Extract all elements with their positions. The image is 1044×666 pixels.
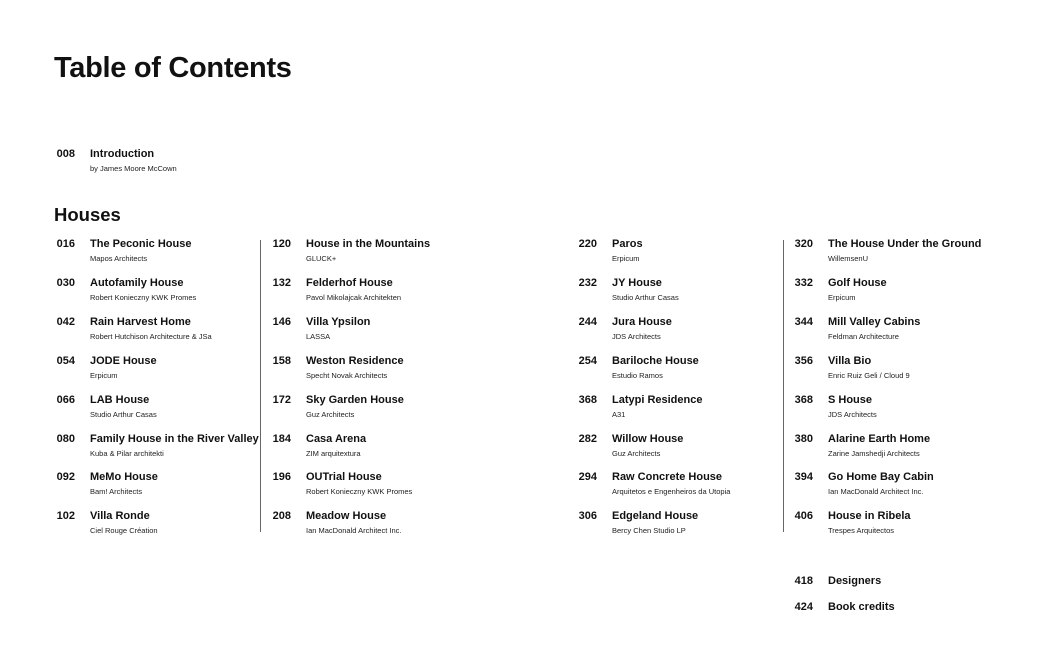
entry-title: S House xyxy=(828,394,873,406)
page-number: 394 xyxy=(794,471,813,483)
entry-author: Kuba & Pilar architekti xyxy=(90,449,164,458)
page-number: 102 xyxy=(56,510,75,522)
entry-author: Guz Architects xyxy=(306,410,355,419)
entry-title: House in Ribela xyxy=(828,510,911,522)
entry-author: Arquitetos e Engenheiros da Utopia xyxy=(612,487,731,496)
entry-title: Introduction xyxy=(90,148,155,160)
page-number: 146 xyxy=(272,316,291,328)
entry-author: A31 xyxy=(612,410,626,419)
page-number: 418 xyxy=(794,575,813,587)
entry-title: The House Under the Ground xyxy=(828,238,982,250)
entry-title: Raw Concrete House xyxy=(612,471,723,483)
entry-author: Erpicum xyxy=(612,254,640,263)
entry-author: Estudio Ramos xyxy=(612,371,663,380)
entry-title: Family House in the River Valley xyxy=(90,433,259,445)
page-number: 424 xyxy=(794,601,813,613)
entry-title: Jura House xyxy=(612,316,672,328)
entry-author: by James Moore McCown xyxy=(90,164,177,173)
entry-title: Bariloche House xyxy=(612,355,699,367)
entry-author: Robert Konieczny KWK Promes xyxy=(90,293,197,302)
entry-title: Book credits xyxy=(828,601,895,613)
entry-author: LASSA xyxy=(306,332,331,341)
entry-author: Guz Architects xyxy=(612,449,661,458)
entry-author: JDS Architects xyxy=(612,332,661,341)
page-number: 016 xyxy=(56,238,75,250)
page-number: 368 xyxy=(578,394,597,406)
entry-author: WillemsenU xyxy=(828,254,869,263)
page-number: 356 xyxy=(794,355,813,367)
entry-title: Sky Garden House xyxy=(306,394,404,406)
entry-title: Weston Residence xyxy=(306,355,404,367)
entry-title: Edgeland House xyxy=(612,510,699,522)
entry-title: Villa Bio xyxy=(828,355,872,367)
entry-author: JDS Architects xyxy=(828,410,877,419)
entry-author: Robert Konieczny KWK Promes xyxy=(306,487,413,496)
page-number: 220 xyxy=(578,238,597,250)
entry-title: JODE House xyxy=(90,355,157,367)
page-number: 132 xyxy=(272,277,291,289)
page-number: 320 xyxy=(794,238,813,250)
entry-title: Villa Ronde xyxy=(90,510,150,522)
entry-author: ZIM arquitextura xyxy=(306,449,361,458)
entry-author: Bam! Architects xyxy=(90,487,143,496)
entry-title: Paros xyxy=(612,238,643,250)
page-number: 042 xyxy=(56,316,75,328)
entry-author: Bercy Chen Studio LP xyxy=(612,526,686,535)
entry-title: Alarine Earth Home xyxy=(828,433,931,445)
entry-title: House in the Mountains xyxy=(306,238,431,250)
entry-title: Latypi Residence xyxy=(612,394,703,406)
entry-title: MeMo House xyxy=(90,471,158,483)
page-number: 380 xyxy=(794,433,813,445)
page-number: 282 xyxy=(578,433,597,445)
page-number: 254 xyxy=(578,355,597,367)
page-number: 158 xyxy=(272,355,291,367)
page-number: 294 xyxy=(578,471,597,483)
page-number: 080 xyxy=(56,433,75,445)
page-number: 232 xyxy=(578,277,597,289)
entry-author: Ian MacDonald Architect Inc. xyxy=(828,487,924,496)
entry-title: Go Home Bay Cabin xyxy=(828,471,934,483)
entry-title: OUTrial House xyxy=(306,471,382,483)
entry-title: Mill Valley Cabins xyxy=(828,316,921,328)
entry-title: Autofamily House xyxy=(90,277,184,289)
page-number: 054 xyxy=(56,355,75,367)
section-heading: Houses xyxy=(54,204,121,225)
entry-author: Zarine Jamshedji Architects xyxy=(828,449,920,458)
page-number: 344 xyxy=(794,316,813,328)
page-number: 406 xyxy=(794,510,813,522)
page-number: 368 xyxy=(794,394,813,406)
page-number: 120 xyxy=(272,238,291,250)
entry-title: Meadow House xyxy=(306,510,387,522)
entry-author: Studio Arthur Casas xyxy=(612,293,679,302)
page-number: 306 xyxy=(578,510,597,522)
entry-title: The Peconic House xyxy=(90,238,192,250)
page-number: 066 xyxy=(56,394,75,406)
page-number: 196 xyxy=(272,471,291,483)
page-number: 008 xyxy=(56,148,75,160)
entry-author: Feldman Architecture xyxy=(828,332,899,341)
page-number: 092 xyxy=(56,471,75,483)
entry-author: Trespes Arquitectos xyxy=(828,526,895,535)
entry-title: Golf House xyxy=(828,277,887,289)
entry-title: Felderhof House xyxy=(306,277,393,289)
entry-author: Specht Novak Architects xyxy=(306,371,388,380)
page-number: 184 xyxy=(272,433,291,445)
page-number: 332 xyxy=(794,277,813,289)
entry-author: Robert Hutchison Architecture & JSa xyxy=(90,332,212,341)
page-title: Table of Contents xyxy=(54,52,292,84)
entry-author: Erpicum xyxy=(90,371,118,380)
entry-title: Casa Arena xyxy=(306,433,367,445)
entry-title: JY House xyxy=(612,277,662,289)
entry-title: Designers xyxy=(828,575,882,587)
page-number: 208 xyxy=(272,510,291,522)
entry-author: Enric Ruiz Geli / Cloud 9 xyxy=(828,371,910,380)
entry-author: Studio Arthur Casas xyxy=(90,410,157,419)
entry-title: LAB House xyxy=(90,394,150,406)
entry-author: GLUCK+ xyxy=(306,254,337,263)
entry-author: Ciel Rouge Création xyxy=(90,526,158,535)
entry-title: Villa Ypsilon xyxy=(306,316,371,328)
entry-author: Erpicum xyxy=(828,293,856,302)
entry-title: Rain Harvest Home xyxy=(90,316,191,328)
page-number: 244 xyxy=(578,316,597,328)
page-number: 172 xyxy=(272,394,291,406)
page-number: 030 xyxy=(56,277,75,289)
entry-author: Mapos Architects xyxy=(90,254,148,263)
entry-title: Willow House xyxy=(612,433,684,445)
entry-author: Pavol Mikolajcak Architekten xyxy=(306,293,402,302)
entry-author: Ian MacDonald Architect Inc. xyxy=(306,526,402,535)
